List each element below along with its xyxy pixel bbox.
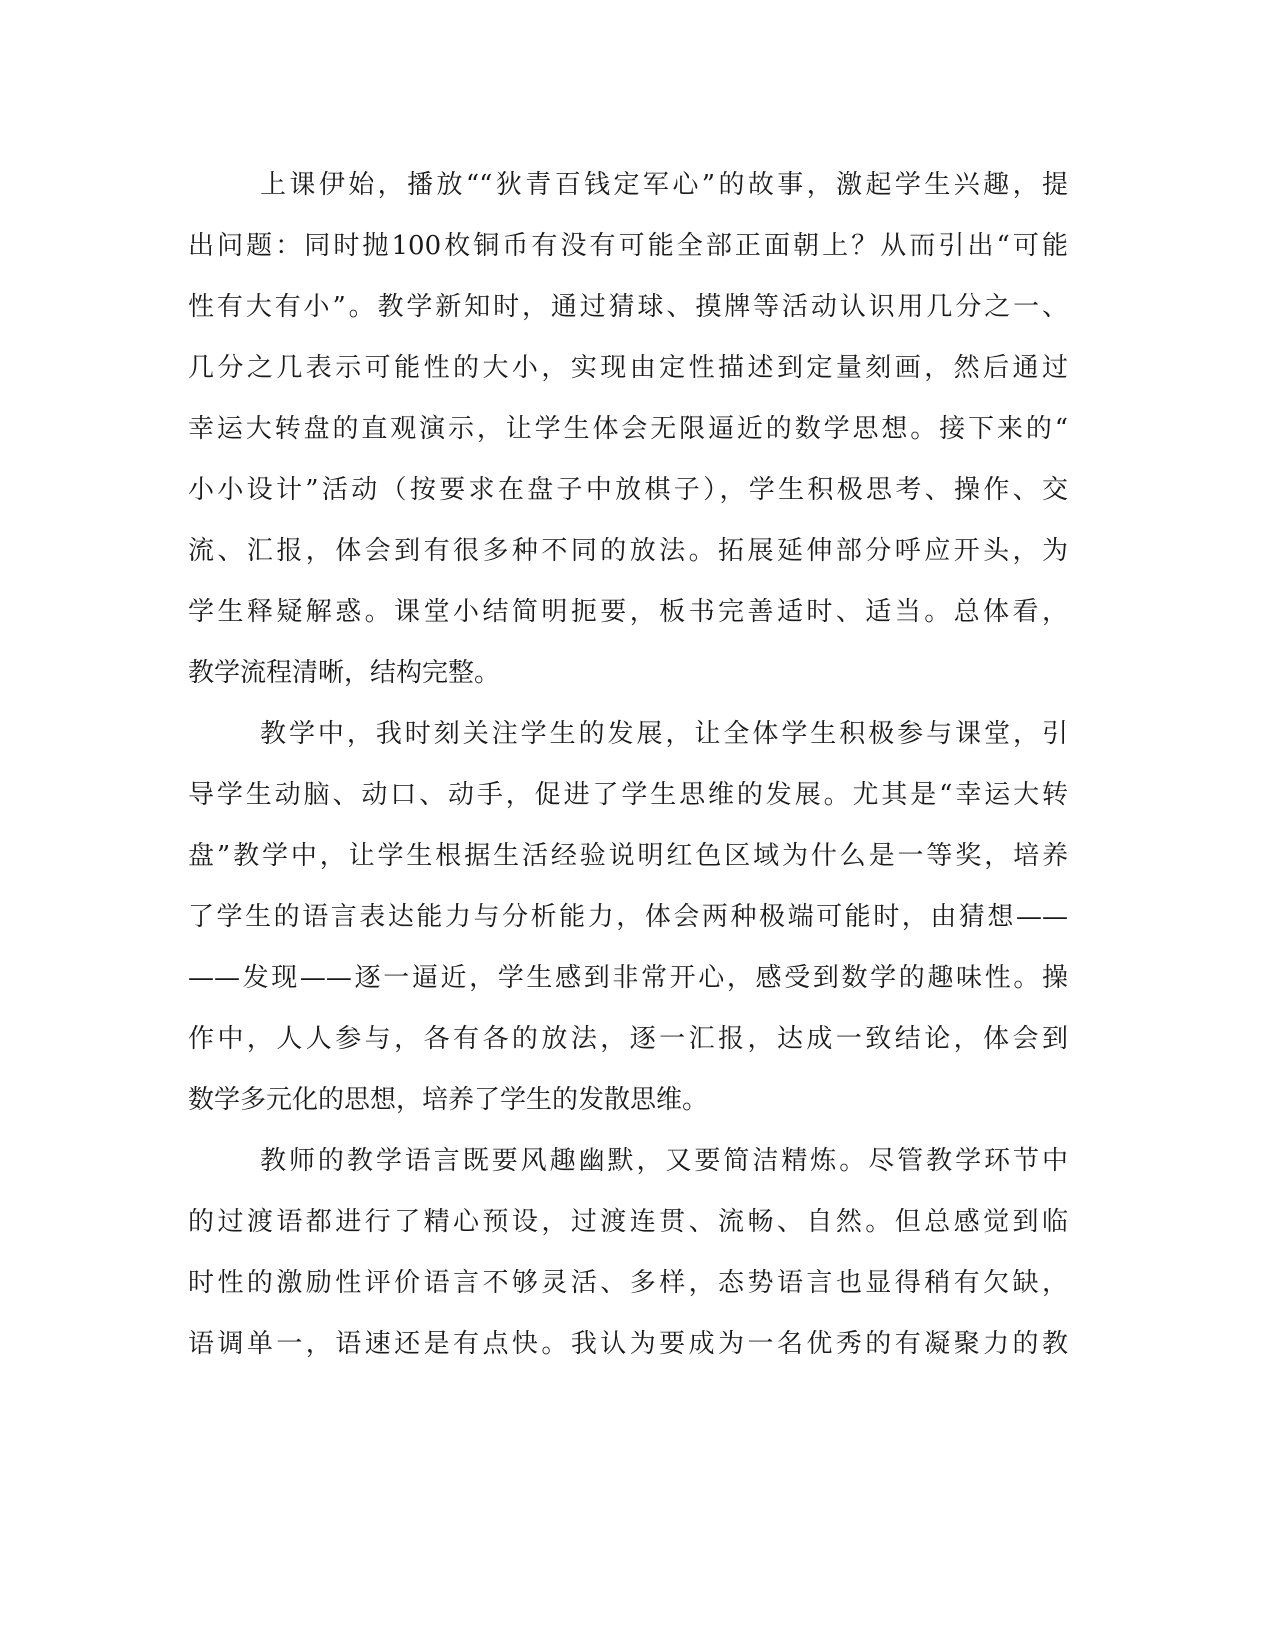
text-line: 几分之几表示可能性的大小，实现由定性描述到定量刻画，然后通过 (188, 353, 1068, 383)
text-line: 导学生动脑、动口、动手，促进了学生思维的发展。尤其是“幸运大转 (188, 780, 1068, 810)
text-line: 学生释疑解惑。课堂小结简明扼要，板书完善适时、适当。总体看， (188, 597, 1068, 627)
paragraph-1 (188, 155, 1068, 704)
paragraph-3 (188, 1131, 1068, 1375)
text-line: 教师的教学语言既要风趣幽默，又要简洁精炼。尽管教学环节中 (260, 1146, 1068, 1176)
text-line: 教学中，我时刻关注学生的发展，让全体学生积极参与课堂，引 (260, 719, 1068, 749)
text-line: 数学多元化的思想，培养了学生的发散思维。 (188, 1085, 709, 1115)
text-line: 性有大有小”。教学新知时，通过猜球、摸牌等活动认识用几分之一、 (188, 292, 1068, 322)
text-line: ——发现——逐一逼近，学生感到非常开心，感受到数学的趣味性。操 (188, 963, 1068, 993)
text-line: 流、汇报，体会到有很多种不同的放法。拓展延伸部分呼应开头，为 (188, 536, 1068, 566)
text-line: 语调单一，语速还是有点快。我认为要成为一名优秀的有凝聚力的教 (188, 1329, 1068, 1359)
paragraph-2 (188, 704, 1068, 1131)
text-line: 小小设计”活动（按要求在盘子中放棋子），学生积极思考、操作、交 (188, 475, 1068, 505)
text-line: 时性的激励性评价语言不够灵活、多样，态势语言也显得稍有欠缺， (188, 1268, 1068, 1298)
body-text (188, 155, 1068, 1375)
text-line: 出问题：同时抛100枚铜币有没有可能全部正面朝上？从而引出“可能 (188, 231, 1068, 261)
text-line: 了学生的语言表达能力与分析能力，体会两种极端可能时，由猜想—— (188, 902, 1068, 932)
text-line: 幸运大转盘的直观演示，让学生体会无限逼近的数学思想。接下来的“ (188, 414, 1068, 444)
text-line: 作中，人人参与，各有各的放法，逐一汇报，达成一致结论，体会到 (188, 1024, 1068, 1054)
text-line: 盘”教学中，让学生根据生活经验说明红色区域为什么是一等奖，培养 (188, 841, 1068, 871)
text-line: 的过渡语都进行了精心预设，过渡连贯、流畅、自然。但总感觉到临 (188, 1207, 1068, 1237)
text-line: 上课伊始，播放““狄青百钱定军心”的故事，激起学生兴趣，提 (260, 170, 1068, 200)
text-line: 教学流程清晰，结构完整。 (188, 658, 501, 688)
